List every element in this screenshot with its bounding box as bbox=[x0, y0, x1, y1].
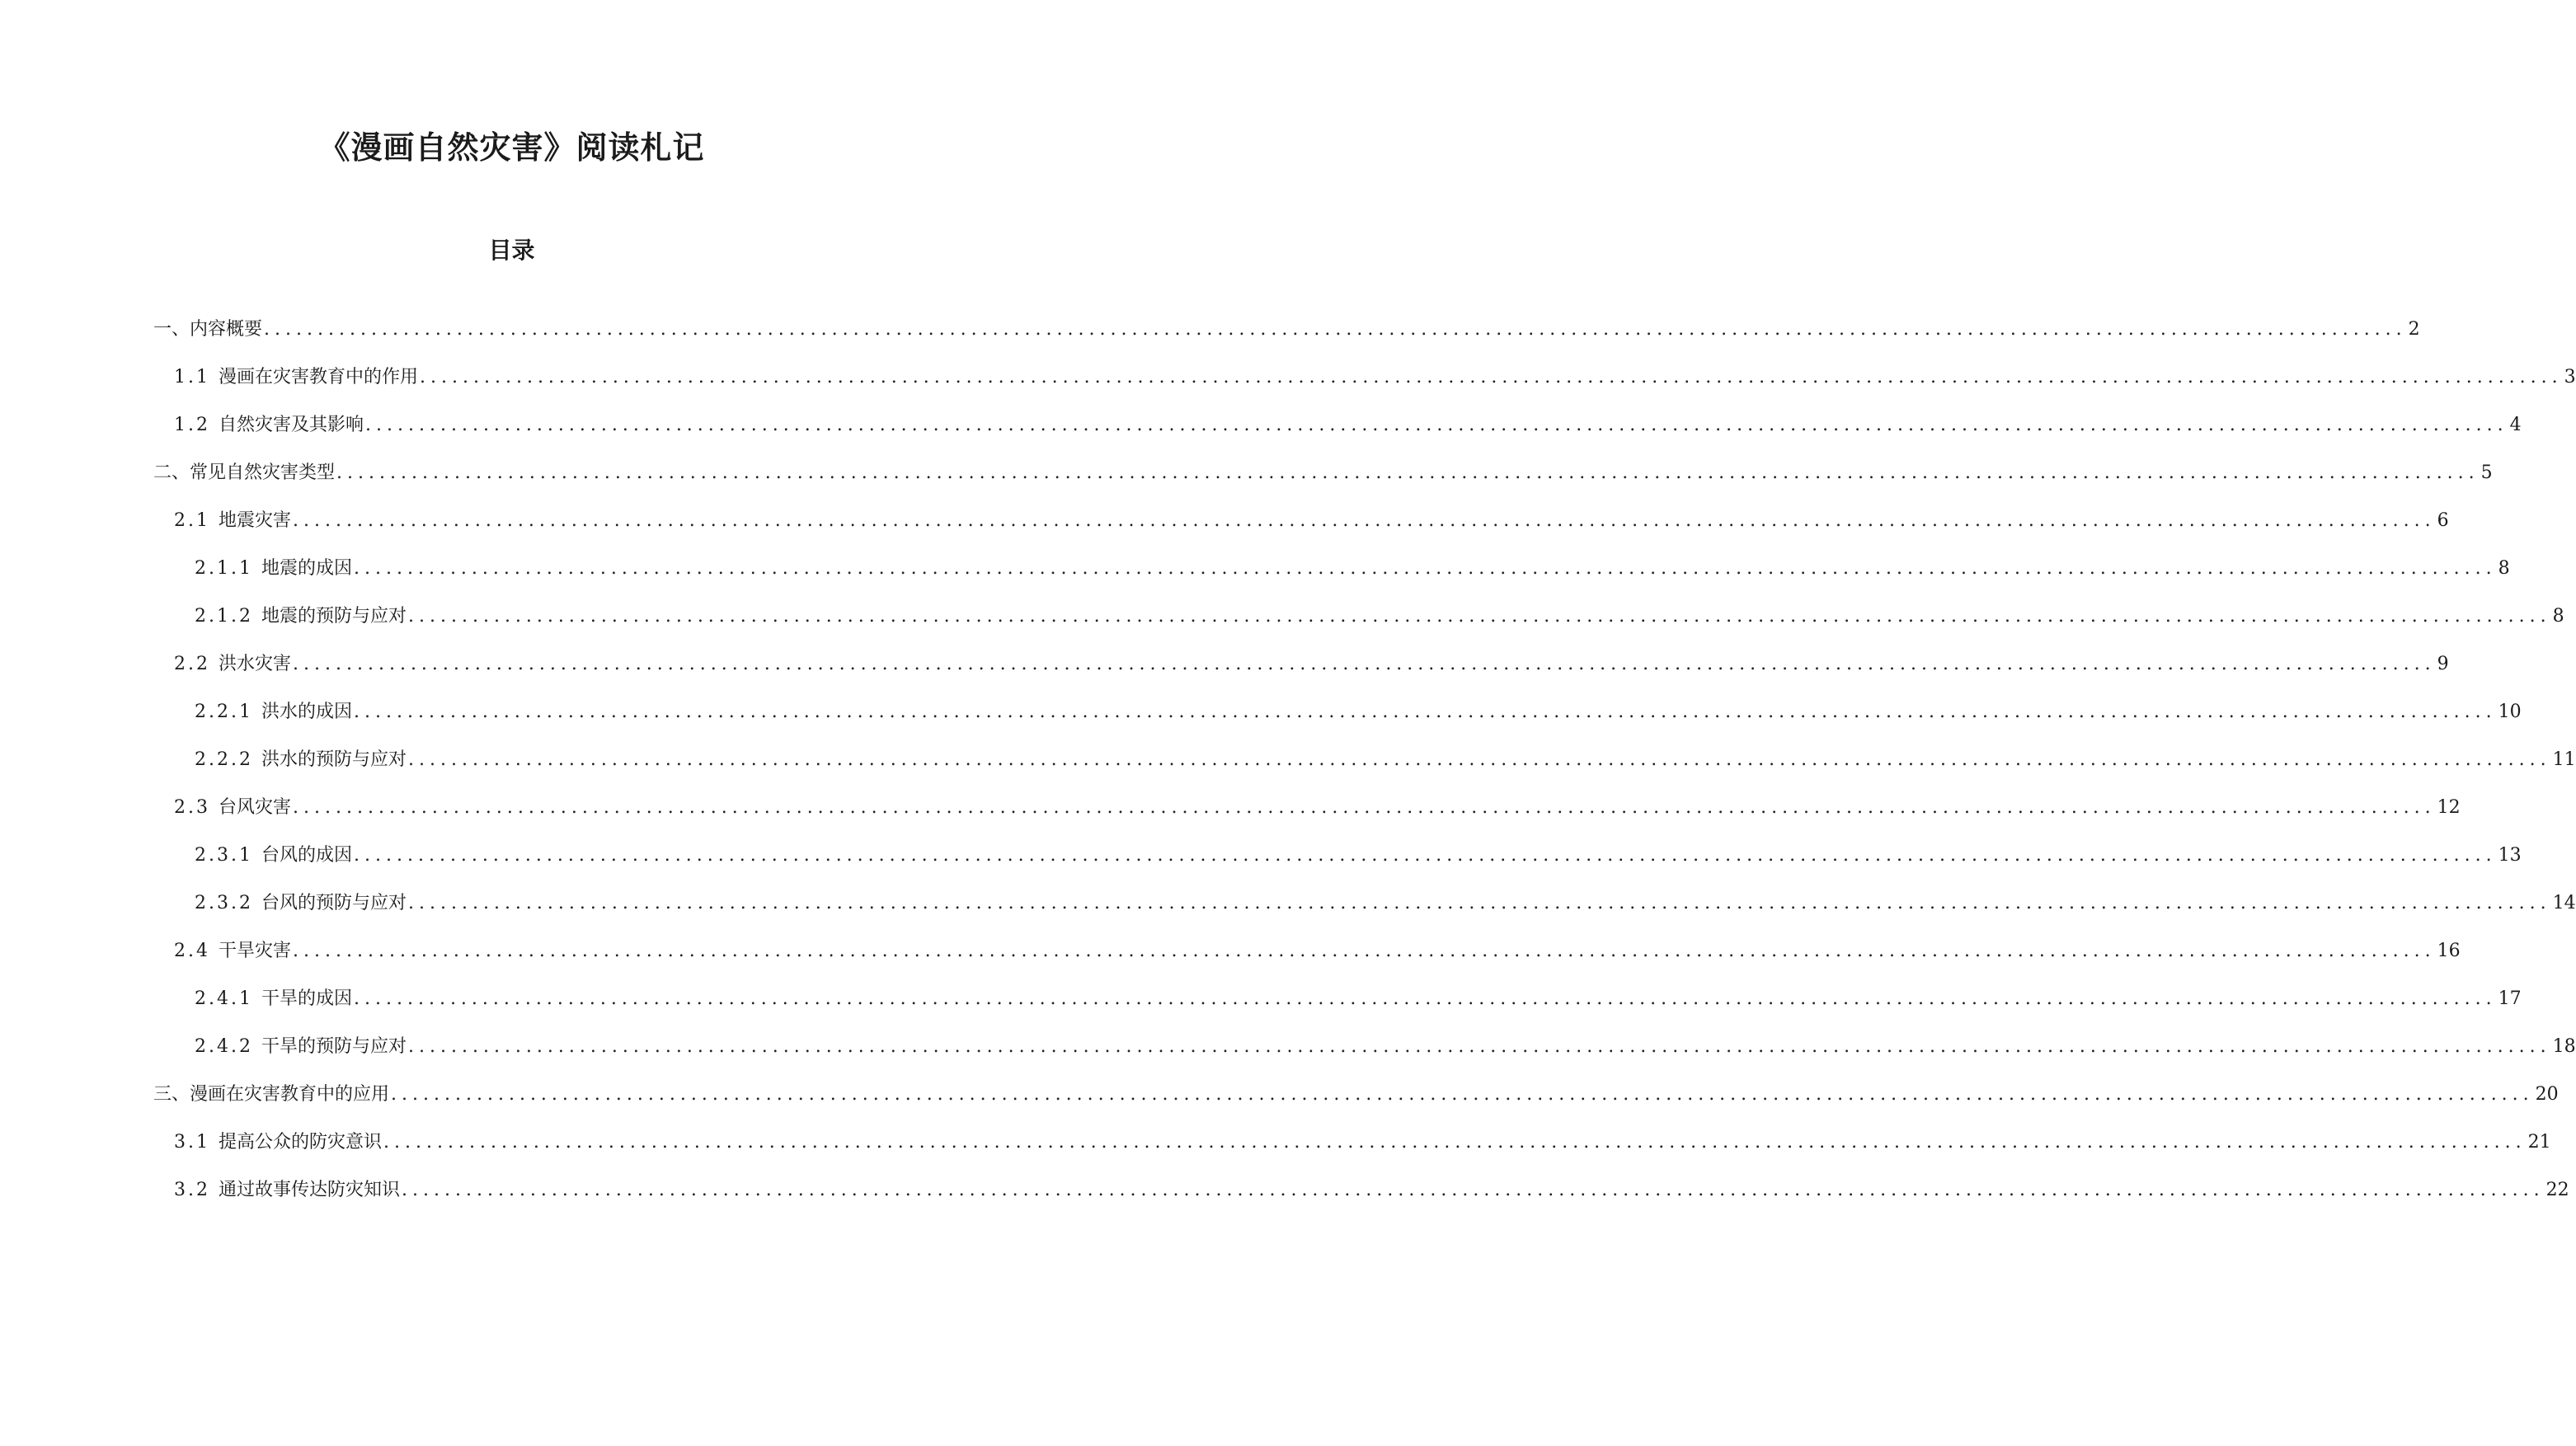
toc-entry-title: 干旱的成因 bbox=[261, 988, 352, 1009]
toc-entry-number: 1.1 bbox=[174, 367, 210, 387]
toc-entry-number: 2.1 bbox=[174, 510, 210, 531]
toc-entry-number: 2.3.2 bbox=[195, 893, 253, 913]
toc-entry[interactable] bbox=[174, 1176, 2569, 1204]
toc-entry-title: 台风灾害 bbox=[219, 797, 292, 818]
toc-entry-page-number: 10 bbox=[2498, 702, 2522, 722]
toc-entry-number: 三、 bbox=[153, 1084, 190, 1105]
toc-entry[interactable] bbox=[153, 316, 2420, 344]
toc-entry-number: 2.4.2 bbox=[195, 1036, 253, 1057]
toc-entry-number: 2.2.2 bbox=[195, 749, 253, 770]
toc-entry[interactable] bbox=[174, 411, 2522, 439]
toc-entry-title: 台风的成因 bbox=[261, 845, 352, 866]
toc-entry[interactable] bbox=[174, 937, 2461, 965]
toc-entry[interactable] bbox=[174, 650, 2449, 678]
toc-entry-page-number: 18 bbox=[2552, 1036, 2576, 1057]
toc-entry-number: 2.2 bbox=[174, 654, 210, 674]
toc-entry[interactable] bbox=[174, 364, 2576, 392]
toc-leader-dots: ........................................................................................................................................................................................................ bbox=[365, 415, 2508, 435]
toc-leader-dots: ........................................................................................................................................................................................................ bbox=[264, 319, 2407, 340]
toc-entry-number: 2.4.1 bbox=[195, 988, 253, 1009]
toc-leader-dots: ........................................................................................................................................................................................................ bbox=[408, 749, 2551, 770]
toc-entry-title: 漫画在灾害教育中的应用 bbox=[190, 1084, 390, 1105]
toc-entry-page-number: 11 bbox=[2552, 749, 2576, 770]
toc-leader-dots: ........................................................................................................................................................................................................ bbox=[354, 558, 2497, 579]
toc-leader-dots: ........................................................................................................................................................................................................ bbox=[293, 941, 2436, 961]
toc-entry-title: 自然灾害及其影响 bbox=[219, 415, 364, 435]
toc-entry[interactable] bbox=[174, 1129, 2551, 1157]
toc-entry-title: 洪水的成因 bbox=[261, 702, 352, 722]
toc-entry[interactable] bbox=[195, 698, 2522, 726]
toc-entry-page-number: 8 bbox=[2552, 606, 2564, 627]
toc-entry[interactable] bbox=[153, 459, 2493, 487]
toc-entry-page-number: 16 bbox=[2437, 941, 2461, 961]
toc-leader-dots: ........................................................................................................................................................................................................ bbox=[420, 367, 2563, 387]
toc-entry-page-number: 8 bbox=[2498, 558, 2510, 579]
toc-entry-number: 2.1.2 bbox=[195, 606, 253, 627]
toc-entry[interactable] bbox=[195, 746, 2576, 774]
toc-entry-page-number: 9 bbox=[2437, 654, 2449, 674]
toc-leader-dots: ........................................................................................................................................................................................................ bbox=[408, 1036, 2551, 1057]
toc-entry-title: 洪水的预防与应对 bbox=[261, 749, 407, 770]
toc-entry-number: 2.3.1 bbox=[195, 845, 253, 866]
toc-leader-dots: ........................................................................................................................................................................................................ bbox=[293, 654, 2436, 674]
toc-leader-dots: ........................................................................................................................................................................................................ bbox=[354, 845, 2497, 866]
toc-entry[interactable] bbox=[195, 985, 2522, 1013]
toc-entry-title: 地震的预防与应对 bbox=[261, 606, 407, 627]
toc-entry-number: 一、 bbox=[153, 319, 190, 340]
toc-entry-title: 干旱的预防与应对 bbox=[261, 1036, 407, 1057]
toc-entry[interactable] bbox=[195, 603, 2564, 631]
toc-entry-page-number: 21 bbox=[2527, 1132, 2551, 1153]
toc-entry-number: 2.1.1 bbox=[195, 558, 253, 579]
toc-leader-dots: ........................................................................................................................................................................................................ bbox=[354, 702, 2497, 722]
toc-entry-page-number: 6 bbox=[2437, 510, 2449, 531]
toc-entry-number: 二、 bbox=[153, 462, 190, 483]
toc-entry-title: 内容概要 bbox=[190, 319, 263, 340]
toc-entry-number: 2.3 bbox=[174, 797, 210, 818]
toc-entry[interactable] bbox=[174, 794, 2461, 822]
toc-leader-dots: ........................................................................................................................................................................................................ bbox=[336, 462, 2480, 483]
toc-entry-page-number: 22 bbox=[2545, 1180, 2569, 1200]
toc-entry-title: 常见自然灾害类型 bbox=[190, 462, 336, 483]
toc-entry-number: 1.2 bbox=[174, 415, 210, 435]
toc-leader-dots: ........................................................................................................................................................................................................ bbox=[408, 606, 2551, 627]
toc-entry-title: 地震灾害 bbox=[219, 510, 292, 531]
toc-entry-title: 提高公众的防灾意识 bbox=[219, 1132, 383, 1153]
toc-entry-number: 3.2 bbox=[174, 1180, 210, 1200]
toc-entry[interactable] bbox=[174, 507, 2449, 535]
toc-entry-title: 通过故事传达防灾知识 bbox=[219, 1180, 401, 1200]
toc-entry-title: 漫画在灾害教育中的作用 bbox=[219, 367, 419, 387]
toc-entry-number: 2.4 bbox=[174, 941, 210, 961]
toc-leader-dots: ........................................................................................................................................................................................................ bbox=[408, 893, 2551, 913]
toc-entry[interactable] bbox=[195, 842, 2522, 870]
toc-entry-title: 地震的成因 bbox=[261, 558, 352, 579]
toc-heading: 目录 bbox=[488, 237, 535, 264]
toc-leader-dots: ........................................................................................................................................................................................................ bbox=[293, 797, 2436, 818]
toc-entry-title: 干旱灾害 bbox=[219, 941, 292, 961]
toc-leader-dots: ........................................................................................................................................................................................................ bbox=[391, 1084, 2534, 1105]
toc-leader-dots: ........................................................................................................................................................................................................ bbox=[402, 1180, 2545, 1200]
toc-entry-page-number: 14 bbox=[2552, 893, 2576, 913]
toc-entry[interactable] bbox=[153, 1081, 2559, 1109]
toc-entry-page-number: 12 bbox=[2437, 797, 2461, 818]
toc-entry[interactable] bbox=[195, 555, 2510, 583]
toc-leader-dots: ........................................................................................................................................................................................................ bbox=[383, 1132, 2527, 1153]
toc-entry-page-number: 20 bbox=[2535, 1084, 2559, 1105]
toc-entry-title: 洪水灾害 bbox=[219, 654, 292, 674]
toc-entry-number: 2.2.1 bbox=[195, 702, 253, 722]
toc-entry-page-number: 13 bbox=[2498, 845, 2522, 866]
toc-entry-page-number: 3 bbox=[2564, 367, 2576, 387]
toc-entry-page-number: 2 bbox=[2408, 319, 2420, 340]
toc-entry-page-number: 4 bbox=[2509, 415, 2522, 435]
document-title: 《漫画自然灾害》阅读札记 bbox=[318, 129, 705, 166]
toc-entry-page-number: 5 bbox=[2480, 462, 2493, 483]
toc-entry[interactable] bbox=[195, 1033, 2576, 1061]
toc-leader-dots: ........................................................................................................................................................................................................ bbox=[293, 510, 2436, 531]
toc-entry-page-number: 17 bbox=[2498, 988, 2522, 1009]
toc-entry[interactable] bbox=[195, 890, 2576, 918]
toc-entry-title: 台风的预防与应对 bbox=[261, 893, 407, 913]
toc-entry-number: 3.1 bbox=[174, 1132, 210, 1153]
toc-leader-dots: ........................................................................................................................................................................................................ bbox=[354, 988, 2497, 1009]
